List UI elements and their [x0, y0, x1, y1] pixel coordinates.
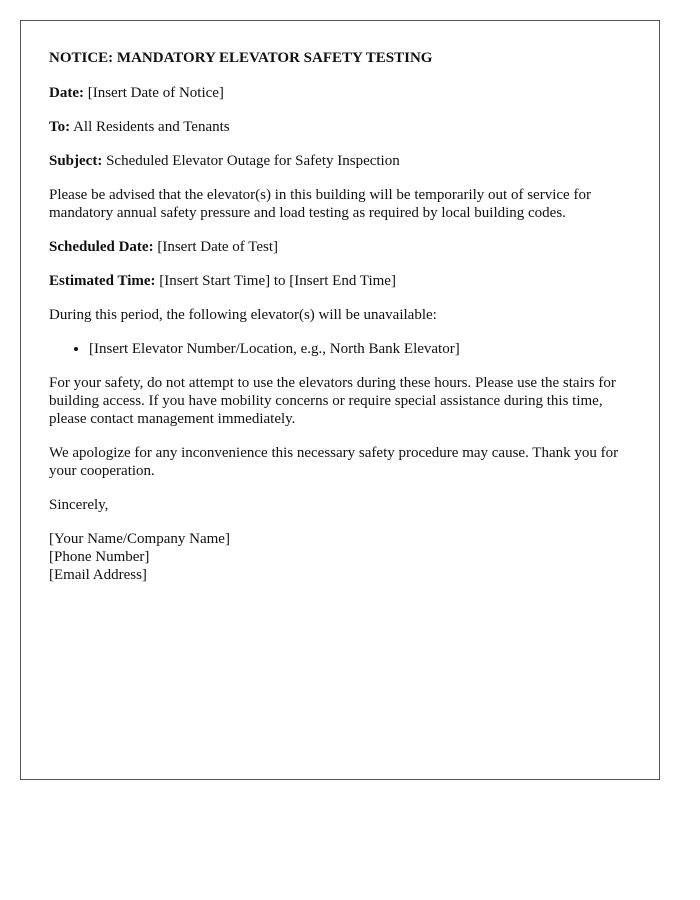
signature-email: [Email Address] — [49, 567, 147, 583]
subject-label: Subject: — [49, 153, 103, 169]
period-paragraph: During this period, the following elevator(s) will be unavailable: — [49, 307, 437, 323]
estimated-time-label: Estimated Time: — [49, 273, 156, 289]
signature-phone: [Phone Number] — [49, 549, 150, 565]
elevator-list — [49, 340, 631, 358]
date-label: Date: — [49, 85, 84, 101]
to-label: To: — [49, 119, 71, 135]
safety-paragraph: For your safety, do not attempt to use the elevators during these hours. Please use the stairs for building access. If you have mobility concerns or require special assistance during this time, please contact management immediately. — [49, 375, 616, 427]
estimated-time-line — [49, 272, 631, 290]
scheduled-date-value: [Insert Date of Test] — [157, 239, 279, 255]
list-item: • [Insert Elevator Number/Location, e.g., North Bank Elevator] — [89, 340, 631, 358]
signature-block — [49, 530, 631, 584]
signature-name: [Your Name/Company Name] — [49, 531, 230, 547]
date-value: [Insert Date of Notice] — [87, 85, 224, 101]
apology-paragraph: We apologize for any inconvenience this necessary safety procedure may cause. Thank you for your cooperation. — [49, 445, 619, 479]
closing-line: Sincerely, — [49, 497, 109, 513]
subject-value: Scheduled Elevator Outage for Safety Inspection — [106, 153, 400, 169]
scheduled-date-label: Scheduled Date: — [49, 239, 154, 255]
notice-to-line — [49, 118, 631, 136]
notice-title: NOTICE: MANDATORY ELEVATOR SAFETY TESTING — [49, 50, 433, 66]
estimated-time-value: [Insert Start Time] to [Insert End Time] — [159, 273, 396, 289]
notice-date-line — [49, 84, 631, 102]
scheduled-date-line — [49, 238, 631, 256]
intro-paragraph: Please be advised that the elevator(s) in this building will be temporarily out of service for mandatory annual safety pressure and load testing as required by local building codes. — [49, 187, 591, 221]
notice-subject-line — [49, 152, 631, 170]
to-value: All Residents and Tenants — [73, 119, 230, 135]
notice-document — [20, 20, 660, 780]
